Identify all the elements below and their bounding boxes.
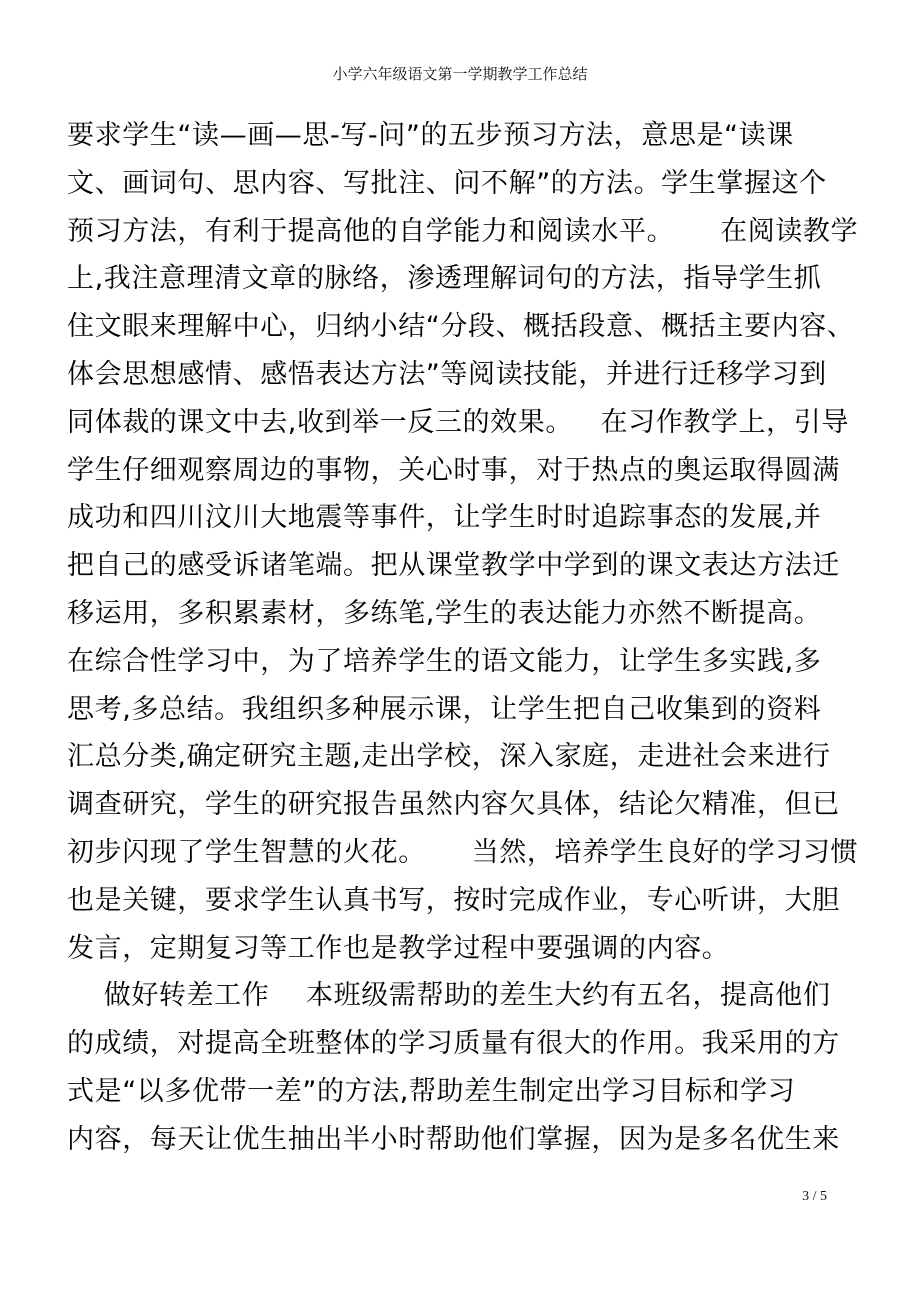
- text-line: 要求学生“读—画—思-写-问”的五步预习方法，意思是“读课: [67, 120, 794, 151]
- document-body: [67, 112, 867, 1164]
- text-line: 学生仔细观察周边的事物，关心时事，对于热点的奥运取得圆满: [67, 454, 840, 486]
- text-line: 上,我注意理清文章的脉络，渗透理解词句的方法，指导学生抓: [67, 263, 822, 295]
- text-line: 文、画词句、思内容、写批注、问不解”的方法。学生掌握这个: [67, 167, 827, 199]
- text-line: 同体裁的课文中去,收到举一反三的效果。 在习作教学上，引导: [67, 406, 849, 438]
- text-line: 的成绩，对提高全班整体的学习质量有很大的作用。我采用的方: [67, 1028, 840, 1060]
- text-line: 住文眼来理解中心，归纳小结“分段、概括段意、概括主要内容、: [67, 311, 855, 343]
- page-header-title: 小学六年级语文第一学期教学工作总结: [332, 65, 588, 83]
- text-line: 做好转差工作 本班级需帮助的差生大约有五名，提高他们: [67, 980, 831, 1012]
- text-line: 成功和四川汶川大地震等事件，让学生时时追踪事态的发展,并: [67, 502, 822, 534]
- text-line: 式是“以多优带一差”的方法,帮助差生制定出学习目标和学习: [67, 1075, 796, 1107]
- text-line: 内容，每天让优生抽出半小时帮助他们掌握，因为是多名优生来: [67, 1123, 840, 1155]
- text-line: 也是关键，要求学生认真书写，按时完成作业，专心听讲，大胆: [67, 884, 840, 916]
- text-line: 在综合性学习中，为了培养学生的语文能力，让学生多实践,多: [67, 645, 822, 677]
- text-line: 汇总分类,确定研究主题,走出学校，深入家庭，走进社会来进行: [67, 741, 831, 773]
- text-line: 发言，定期复习等工作也是教学过程中要强调的内容。: [67, 932, 730, 964]
- text-line: 思考,多总结。我组织多种展示课，让学生把自己收集到的资料: [67, 693, 822, 725]
- text-line: 移运用，多积累素材，多练笔,学生的表达能力亦然不断提高。: [67, 597, 822, 629]
- page-number: 3 / 5: [802, 1189, 827, 1204]
- text-line: 体会思想感情、感悟表达方法”等阅读技能，并进行迁移学习到: [67, 358, 827, 390]
- text-line: 预习方法，有利于提高他的自学能力和阅读水平。 在阅读教学: [67, 215, 859, 247]
- text-line: 把自己的感受诉诸笔端。把从课堂教学中学到的课文表达方法迁: [67, 550, 840, 582]
- text-line: 初步闪现了学生智慧的火花。 当然，培养学生良好的学习习惯: [67, 836, 859, 868]
- text-line: 调查研究，学生的研究报告虽然内容欠具体，结论欠精准，但已: [67, 789, 840, 821]
